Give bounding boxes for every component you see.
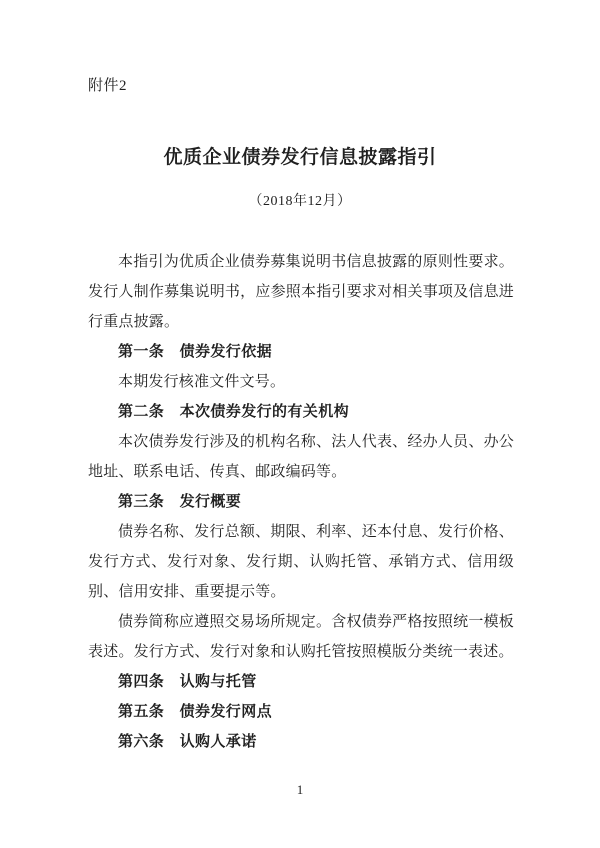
page-number: 1 (296, 782, 304, 797)
section-heading-article-6: 第六条 认购人承诺 (118, 733, 257, 750)
section-heading-article-2: 第二条 本次债券发行的有关机构 (118, 403, 350, 420)
section-heading-article-5: 第五条 债券发行网点 (118, 703, 273, 720)
document-body (88, 247, 514, 757)
document-paragraph: 债券名称、发行总额、期限、利率、还本付息、发行价格、发行方式、发行对象、发行期、认购托管、承销方式、信用级别、信用安排、重要提示等。 (88, 524, 514, 600)
section-heading-article-1: 第一条 债券发行依据 (118, 343, 273, 360)
section-heading-article-4: 第四条 认购与托管 (118, 673, 257, 690)
attachment-label: 附件2 (88, 78, 128, 94)
document-paragraph: 本指引为优质企业债券募集说明书信息披露的原则性要求。发行人制作募集说明书，应参照本指引要求对相关事项及信息进行重点披露。 (88, 254, 514, 330)
document-paragraph: 本次债券发行涉及的机构名称、法人代表、经办人员、办公地址、联系电话、传真、邮政编码等。 (88, 434, 514, 480)
section-heading-article-3: 第三条 发行概要 (118, 493, 242, 510)
document-paragraph: 债券简称应遵照交易场所规定。含权债券严格按照统一模板表述。发行方式、发行对象和认购托管按照模版分类统一表述。 (88, 614, 514, 660)
date-line: （2018年12月） (248, 194, 352, 209)
document-title: 优质企业债券发行信息披露指引 (163, 147, 437, 168)
document-paragraph: 本期发行核准文件文号。 (118, 374, 286, 390)
